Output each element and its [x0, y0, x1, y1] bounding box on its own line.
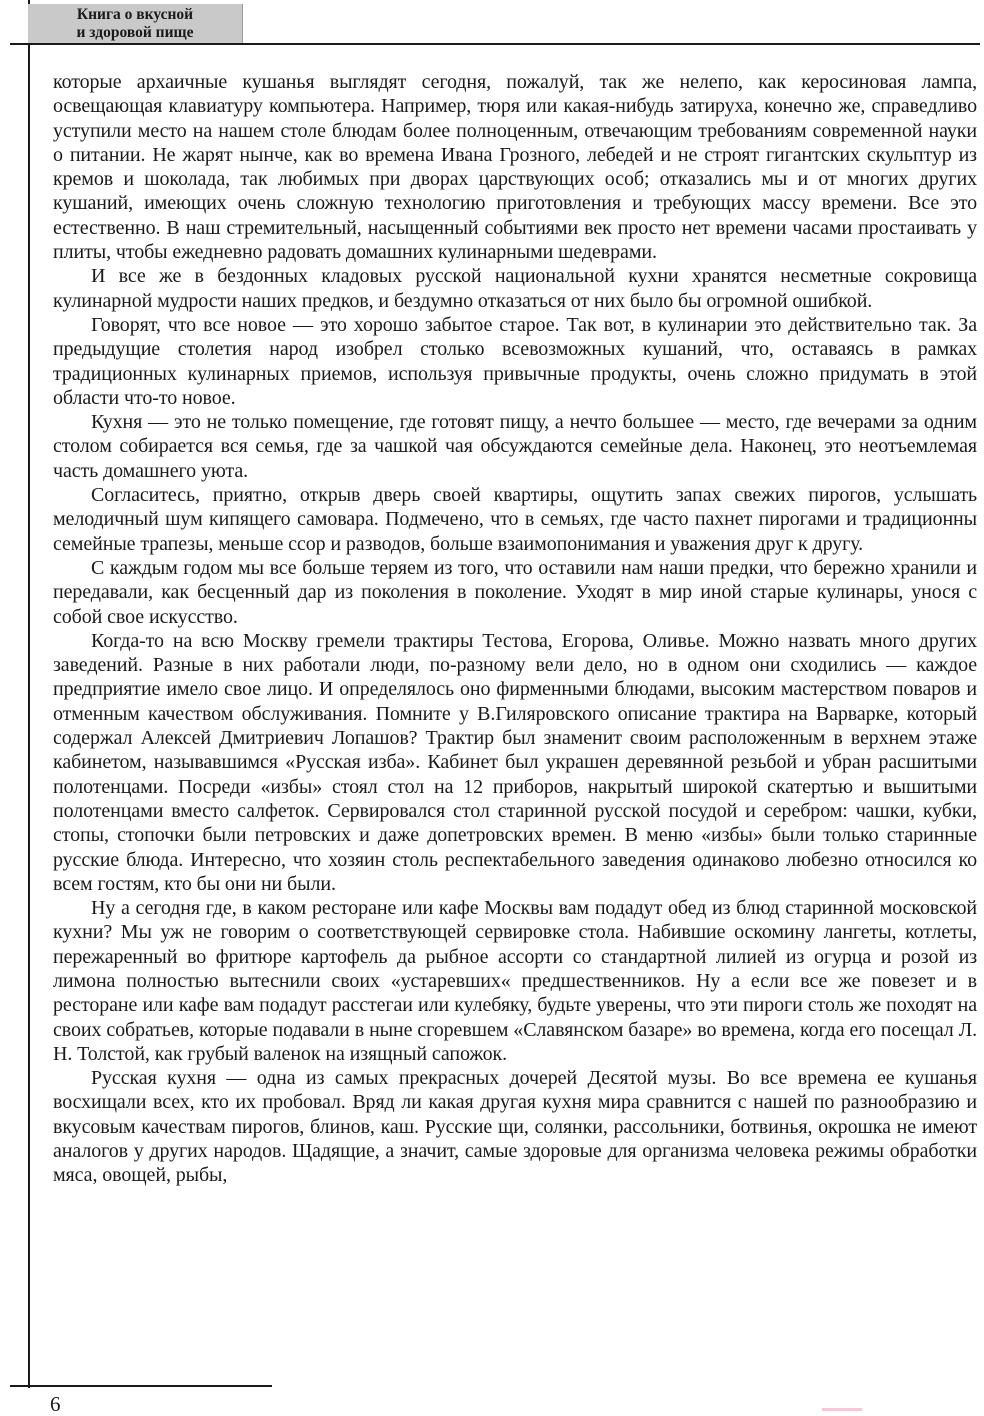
running-head-line-2: и здоровой пище: [76, 24, 194, 41]
paragraph-7: Когда-то на всю Москву гремели трактиры Тестова, Егорова, Оливье. Можно назвать много других заведений. Разные в них работали люди, по-разному вели дело, но в одном они сходились — каждое предприятие имело свое лицо. И определялось оно фирменными блюдами, высоким мастерством поваров и отменным качеством обслуживания. Помните у В.Гиляровского описание трактира на Варварке, который содержал Алексей Дмитриевич Лопашов? Трактир был знаменит своим расположенным в верхнем этаже кабинетом, называвшимся «Русская изба». Кабинет был украшен деревянной резьбой и убран расшитыми полотенцами. Посреди «избы» стоял стол на 12 приборов, накрытый широкой скатертью и вышитыми полотенцами вместо салфеток. Сервировался стол старинной русской посудой и серебром: чашки, кубки, стопы, стопочки были петровских и даже допетровских времен. В меню «избы» были только старинные русские блюда. Интересно, что хозяин столь респектабельного заведения одинаково любезно относился ко всем гостям, кто бы они ни были.: [53, 629, 977, 895]
footer-rule: [10, 1385, 272, 1387]
running-head: [28, 4, 243, 43]
paragraph-6: С каждым годом мы все больше теряем из того, что оставили нам наши предки, что бережно хранили и передавали, как бесценный дар из поколения в поколение. Уходят в мир иной старые кулинары, унося с собой свое искусство.: [53, 556, 977, 628]
scan-mark: [822, 1408, 862, 1411]
paragraph-3: Говорят, что все новое — это хорошо забытое старое. Так вот, в кулинарии это действительно так. За предыдущие столетия народ изобрел столько всевозможных кушаний, что, оставаясь в рамках традиционных кулинарных приемов, используя привычные продукты, очень сложно придумать в этой области что-то новое.: [53, 313, 977, 409]
running-head-line-1: Книга о вкусной: [76, 6, 194, 23]
paragraph-2: И все же в бездонных кладовых русской национальной кухни хранятся несметные сокровища кулинарной мудрости наших предков, и бездумно отказаться от них было бы огромной ошибкой.: [53, 265, 977, 312]
paragraph-9: Русская кухня — одна из самых прекрасных дочерей Десятой музы. Во все времена ее кушанья восхищали всех, кто их пробовал. Вряд ли какая другая кухня мира сравнится с нашей по разнообразию и вкусовым качествам пирогов, блинов, каш. Русские щи, солянки, рассольники, ботвинья, окрошка не имеют аналогов у других народов. Щадящие, а значит, самые здоровые для организма человека режимы обработки мяса, овощей, рыбы,: [53, 1067, 977, 1187]
paragraph-5: Согласитесь, приятно, открыв дверь своей квартиры, ощутить запах свежих пирогов, услышать мелодичный шум кипящего самовара. Подмечено, что в семьях, где часто пахнет пирогами и традиционны семейные трапезы, меньше ссор и разводов, больше взаимопонимания и уважения друг к другу.: [53, 484, 977, 555]
body-text: [53, 70, 977, 1188]
page-number: 6: [50, 1392, 61, 1416]
paragraph-4: Кухня — это не только помещение, где готовят пищу, а нечто большее — место, где вечерами за одним столом собирается вся семья, где за чашкой чая обсуждаются семейные дела. Наконец, это неотъемлемая часть домашнего уюта.: [53, 411, 977, 482]
left-margin-rule: [28, 0, 30, 1388]
header-rule: [10, 43, 980, 45]
paragraph-8: Ну а сегодня где, в каком ресторане или кафе Москвы вам подадут обед из блюд старинной московской кухни? Мы уж не говорим о соответствующей сервировке стола. Набившие оскомину лангеты, котлеты, пережаренный во фритюре картофель да рыбное ассорти со стандартной лилией из огурца и розой из лимона полностью вытеснили своих «устаревших« предшественников. Ну а если все же повезет и в ресторане или кафе вам подадут расстегаи или кулебяку, будьте уверены, что эти пироги столь же походят на своих собратьев, которые подавали в ныне сгоревшем «Славянском базаре» во времена, когда его посещал Л. Н. Толстой, как грубый валенок на изящный сапожок.: [53, 897, 977, 1065]
paragraph-1: которые архаичные кушанья выглядят сегодня, пожалуй, так же нелепо, как керосиновая лампа, освещающая клавиатуру компьютера. Например, тюря или какая-нибудь затируха, конечно же, справедливо уступили место на нашем столе блюдам более полноценным, отвечающим требованиям современной науки о питании. Не жарят нынче, как во времена Ивана Грозного, лебедей и не строят гигантских скульптур из кремов и шоколада, так любимых при дворах царствующих особ; отказались мы и от многих других кушаний, имеющих очень сложную технологию приготовления и требующих массу времени. Все это естественно. В наш стремительный, насыщенный событиями век просто нет времени часами простаивать у плиты, чтобы ежедневно радовать домашних кулинарными шедеврами.: [53, 71, 977, 264]
